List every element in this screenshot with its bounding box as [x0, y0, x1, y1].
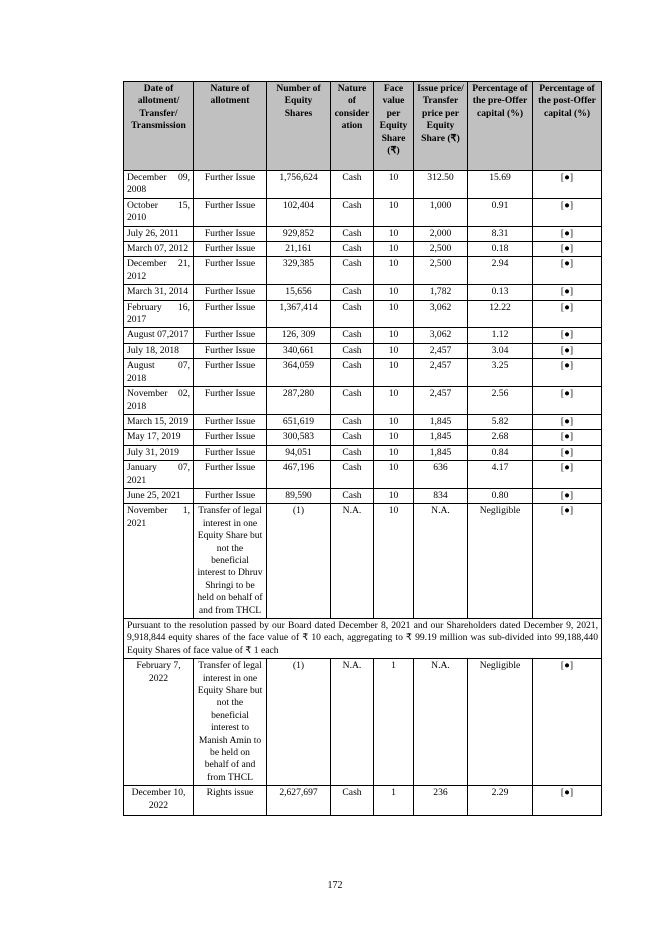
table-row: [124, 504, 602, 619]
cell-face-value: 1: [374, 659, 414, 786]
cell-shares: 1,367,414: [267, 300, 331, 328]
cell-post-offer-pct: [●]: [533, 414, 602, 429]
header-nature-of-allotment: Nature of allotment: [194, 82, 267, 171]
cell-date: June 25, 2021: [124, 488, 194, 503]
cell-shares: 15,656: [267, 285, 331, 300]
cell-nature: Further Issue: [194, 328, 267, 343]
cell-issue-price: 3,062: [414, 300, 468, 328]
cell-face-value: 10: [374, 300, 414, 328]
cell-consideration: Cash: [331, 198, 374, 226]
cell-nature: Further Issue: [194, 171, 267, 199]
cell-shares: 102,404: [267, 198, 331, 226]
cell-face-value: 10: [374, 257, 414, 285]
cell-post-offer-pct: [●]: [533, 300, 602, 328]
cell-consideration: Cash: [331, 242, 374, 257]
cell-face-value: 10: [374, 226, 414, 241]
cell-issue-price: N.A.: [414, 504, 468, 619]
cell-consideration: Cash: [331, 300, 374, 328]
cell-face-value: 10: [374, 198, 414, 226]
cell-date: December 21, 2012: [124, 257, 194, 285]
cell-issue-price: 3,062: [414, 328, 468, 343]
header-face-value: Face value per Equity Share (₹): [374, 82, 414, 171]
cell-consideration: Cash: [331, 226, 374, 241]
cell-post-offer-pct: [●]: [533, 430, 602, 445]
cell-post-offer-pct: [●]: [533, 226, 602, 241]
table-row: [124, 659, 602, 786]
cell-post-offer-pct: [●]: [533, 461, 602, 489]
cell-pre-offer-pct: 15.69: [468, 171, 533, 199]
cell-issue-price: 1,000: [414, 198, 468, 226]
cell-pre-offer-pct: 1.12: [468, 328, 533, 343]
cell-pre-offer-pct: 0.80: [468, 488, 533, 503]
table-header-row: [124, 82, 602, 171]
cell-consideration: Cash: [331, 359, 374, 387]
cell-consideration: Cash: [331, 786, 374, 816]
cell-face-value: 10: [374, 461, 414, 489]
cell-pre-offer-pct: 5.82: [468, 414, 533, 429]
table-row: [124, 328, 602, 343]
header-date: Date of allotment/ Transfer/ Transmission: [124, 82, 194, 171]
cell-post-offer-pct: [●]: [533, 328, 602, 343]
cell-nature: Further Issue: [194, 359, 267, 387]
cell-post-offer-pct: [●]: [533, 171, 602, 199]
cell-nature: Transfer of legal interest in one Equity Share but not the beneficial interest to Dhruv Shringi to be held on behalf of and from THCL: [194, 504, 267, 619]
table-row: [124, 488, 602, 503]
table-row: [124, 387, 602, 415]
cell-face-value: 10: [374, 430, 414, 445]
cell-nature: Rights issue: [194, 786, 267, 816]
cell-pre-offer-pct: Negligible: [468, 659, 533, 786]
cell-consideration: N.A.: [331, 659, 374, 786]
table-row: [124, 414, 602, 429]
cell-issue-price: 1,845: [414, 445, 468, 460]
cell-date: August 07,2017: [124, 328, 194, 343]
cell-pre-offer-pct: 2.68: [468, 430, 533, 445]
cell-post-offer-pct: [●]: [533, 285, 602, 300]
share-capital-history-table: [123, 81, 602, 816]
header-post-offer-pct: Percentage of the post-Offer capital (%): [533, 82, 602, 171]
cell-consideration: N.A.: [331, 504, 374, 619]
cell-nature: Further Issue: [194, 445, 267, 460]
cell-date: February 7, 2022: [124, 659, 194, 786]
cell-shares: 2,627,697: [267, 786, 331, 816]
cell-nature: Further Issue: [194, 430, 267, 445]
cell-face-value: 10: [374, 171, 414, 199]
cell-issue-price: 2,457: [414, 343, 468, 358]
cell-issue-price: N.A.: [414, 659, 468, 786]
cell-face-value: 10: [374, 387, 414, 415]
cell-post-offer-pct: [●]: [533, 343, 602, 358]
cell-nature: Further Issue: [194, 488, 267, 503]
table-row: [124, 786, 602, 816]
table-row: [124, 461, 602, 489]
sub-division-note: Pursuant to the resolution passed by our Board dated December 8, 2021 and our Shareholders dated December 9, 2021, 9,918,844 equity shares of the face value of ₹ 10 each, aggregating to ₹ 99.19 million was sub-divided into 99,188,440 Equity Shares of face value of ₹ 1 each: [124, 619, 602, 659]
cell-post-offer-pct: [●]: [533, 786, 602, 816]
cell-nature: Further Issue: [194, 257, 267, 285]
table-row: [124, 300, 602, 328]
cell-consideration: Cash: [331, 387, 374, 415]
page-number: 172: [327, 880, 343, 891]
cell-consideration: Cash: [331, 414, 374, 429]
header-number-of-shares: Number of Equity Shares: [267, 82, 331, 171]
cell-post-offer-pct: [●]: [533, 659, 602, 786]
cell-issue-price: 2,457: [414, 359, 468, 387]
cell-face-value: 10: [374, 242, 414, 257]
cell-consideration: Cash: [331, 461, 374, 489]
cell-shares: 300,583: [267, 430, 331, 445]
cell-issue-price: 834: [414, 488, 468, 503]
cell-nature: Transfer of legal interest in one Equity Share but not the beneficial interest to Manish Amin to be held on behalf of and from THCL: [194, 659, 267, 786]
table-row: [124, 242, 602, 257]
table-row: [124, 226, 602, 241]
cell-shares: (1): [267, 659, 331, 786]
cell-post-offer-pct: [●]: [533, 504, 602, 619]
table-row: [124, 343, 602, 358]
cell-post-offer-pct: [●]: [533, 359, 602, 387]
cell-nature: Further Issue: [194, 461, 267, 489]
cell-consideration: Cash: [331, 343, 374, 358]
cell-date: March 31, 2014: [124, 285, 194, 300]
cell-date: August 07, 2018: [124, 359, 194, 387]
cell-issue-price: 1,782: [414, 285, 468, 300]
cell-issue-price: 312.50: [414, 171, 468, 199]
header-nature-of-consideration: Nature of consider ation: [331, 82, 374, 171]
cell-shares: (1): [267, 504, 331, 619]
cell-consideration: Cash: [331, 285, 374, 300]
cell-pre-offer-pct: 12.22: [468, 300, 533, 328]
cell-consideration: Cash: [331, 445, 374, 460]
cell-date: July 18, 2018: [124, 343, 194, 358]
cell-date: January 07, 2021: [124, 461, 194, 489]
cell-date: November 02, 2018: [124, 387, 194, 415]
cell-pre-offer-pct: 4.17: [468, 461, 533, 489]
cell-post-offer-pct: [●]: [533, 445, 602, 460]
cell-post-offer-pct: [●]: [533, 387, 602, 415]
cell-date: March 15, 2019: [124, 414, 194, 429]
cell-date: May 17, 2019: [124, 430, 194, 445]
cell-nature: Further Issue: [194, 242, 267, 257]
cell-face-value: 1: [374, 786, 414, 816]
cell-face-value: 10: [374, 504, 414, 619]
cell-issue-price: 2,500: [414, 242, 468, 257]
cell-post-offer-pct: [●]: [533, 198, 602, 226]
cell-issue-price: 636: [414, 461, 468, 489]
cell-consideration: Cash: [331, 328, 374, 343]
cell-pre-offer-pct: 8.31: [468, 226, 533, 241]
table-body-after-split: [124, 659, 602, 816]
cell-issue-price: 2,457: [414, 387, 468, 415]
cell-date: December 09, 2008: [124, 171, 194, 199]
table-body-before-split: [124, 171, 602, 619]
cell-shares: 929,852: [267, 226, 331, 241]
cell-date: July 26, 2011: [124, 226, 194, 241]
cell-shares: 1,756,624: [267, 171, 331, 199]
cell-shares: 89,590: [267, 488, 331, 503]
cell-pre-offer-pct: 2.29: [468, 786, 533, 816]
cell-issue-price: 1,845: [414, 414, 468, 429]
cell-consideration: Cash: [331, 430, 374, 445]
cell-face-value: 10: [374, 488, 414, 503]
table-row: [124, 257, 602, 285]
cell-issue-price: 1,845: [414, 430, 468, 445]
header-pre-offer-pct: Percentage of the pre-Offer capital (%): [468, 82, 533, 171]
cell-shares: 329,385: [267, 257, 331, 285]
table-row: [124, 171, 602, 199]
cell-consideration: Cash: [331, 171, 374, 199]
cell-face-value: 10: [374, 285, 414, 300]
cell-consideration: Cash: [331, 257, 374, 285]
cell-shares: 287,280: [267, 387, 331, 415]
cell-date: July 31, 2019: [124, 445, 194, 460]
cell-shares: 94,051: [267, 445, 331, 460]
cell-date: November 1, 2021: [124, 504, 194, 619]
cell-shares: 364,059: [267, 359, 331, 387]
cell-date: March 07, 2012: [124, 242, 194, 257]
cell-pre-offer-pct: 2.94: [468, 257, 533, 285]
cell-nature: Further Issue: [194, 285, 267, 300]
cell-face-value: 10: [374, 359, 414, 387]
cell-issue-price: 2,000: [414, 226, 468, 241]
cell-date: December 10, 2022: [124, 786, 194, 816]
table-row: [124, 445, 602, 460]
cell-face-value: 10: [374, 343, 414, 358]
table-row: [124, 430, 602, 445]
cell-face-value: 10: [374, 328, 414, 343]
cell-pre-offer-pct: 0.84: [468, 445, 533, 460]
cell-nature: Further Issue: [194, 198, 267, 226]
cell-face-value: 10: [374, 445, 414, 460]
sub-division-note-row: [124, 619, 602, 659]
cell-pre-offer-pct: 0.91: [468, 198, 533, 226]
cell-pre-offer-pct: 0.13: [468, 285, 533, 300]
cell-shares: 126, 309: [267, 328, 331, 343]
cell-nature: Further Issue: [194, 414, 267, 429]
cell-nature: Further Issue: [194, 387, 267, 415]
header-issue-price: Issue price/ Transfer price per Equity Share (₹): [414, 82, 468, 171]
cell-face-value: 10: [374, 414, 414, 429]
cell-pre-offer-pct: 0.18: [468, 242, 533, 257]
cell-date: October 15, 2010: [124, 198, 194, 226]
cell-nature: Further Issue: [194, 226, 267, 241]
cell-issue-price: 236: [414, 786, 468, 816]
cell-date: February 16, 2017: [124, 300, 194, 328]
cell-consideration: Cash: [331, 488, 374, 503]
cell-nature: Further Issue: [194, 343, 267, 358]
table-row: [124, 198, 602, 226]
cell-shares: 467,196: [267, 461, 331, 489]
cell-issue-price: 2,500: [414, 257, 468, 285]
table-row: [124, 285, 602, 300]
cell-pre-offer-pct: 3.25: [468, 359, 533, 387]
cell-post-offer-pct: [●]: [533, 257, 602, 285]
table-note-body: [124, 619, 602, 659]
cell-shares: 340,661: [267, 343, 331, 358]
table-row: [124, 359, 602, 387]
cell-pre-offer-pct: Negligible: [468, 504, 533, 619]
cell-pre-offer-pct: 3.04: [468, 343, 533, 358]
cell-shares: 21,161: [267, 242, 331, 257]
cell-post-offer-pct: [●]: [533, 488, 602, 503]
cell-nature: Further Issue: [194, 300, 267, 328]
cell-shares: 651,619: [267, 414, 331, 429]
cell-post-offer-pct: [●]: [533, 242, 602, 257]
cell-pre-offer-pct: 2.56: [468, 387, 533, 415]
